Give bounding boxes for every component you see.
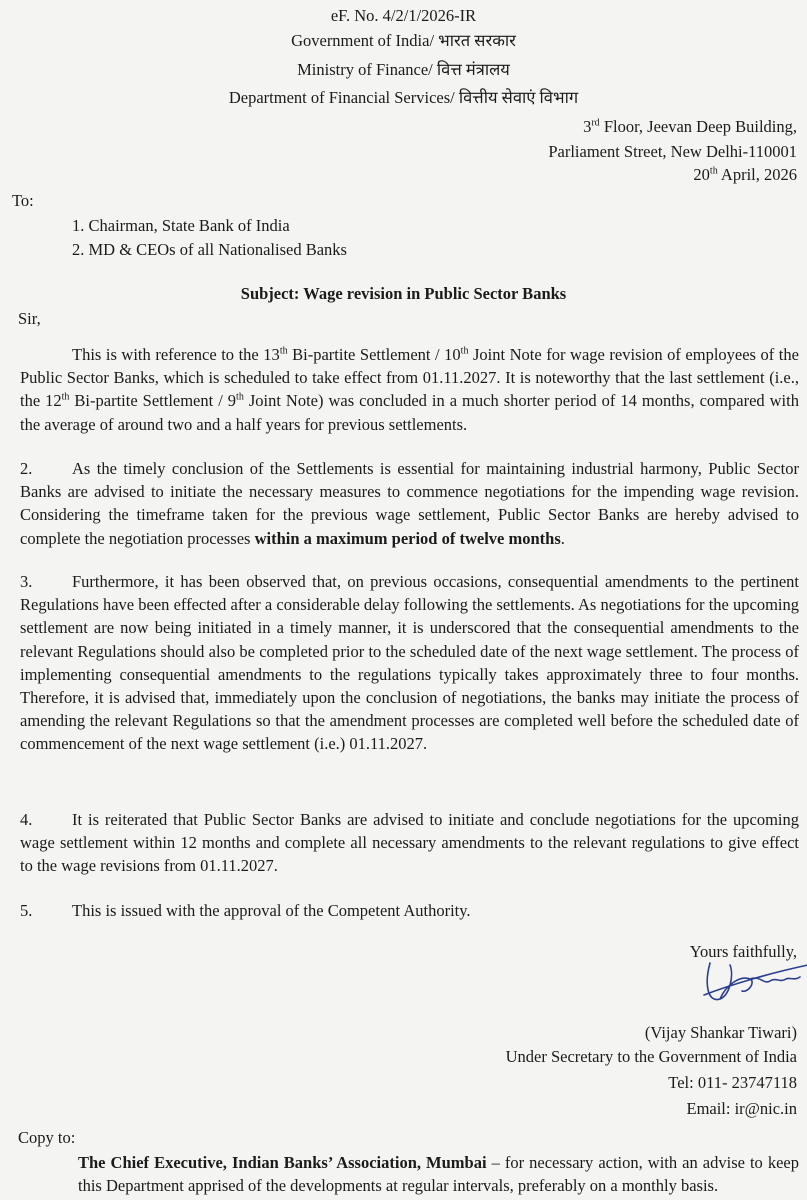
- paragraph-4: 4. It is reiterated that Public Sector Banks are advised to initiate and conclude negotiations for the upcoming wage settlement within 12 months and complete all necessary amendments to the relevant regulations to give effect to the wage revisions from 01.11.2027.: [20, 810, 799, 876]
- recipient-2: 2. MD & CEOs of all Nationalised Banks: [72, 240, 347, 259]
- address-line-1: 3rd Floor, Jeevan Deep Building,: [583, 117, 797, 136]
- copy-to-text: The Chief Executive, Indian Banks’ Association, Mumbai – for necessary action, with an advise to keep this Department apprised of the developments at regular intervals, preferably on a monthly basis.: [78, 1153, 799, 1196]
- ministry-line: Ministry of Finance/ वित्त मंत्रालय: [297, 60, 510, 79]
- paragraph-2: 2. As the timely conclusion of the Settlements is essential for maintaining industrial harmony, Public Sector Banks are advised to initiate the necessary measures to commence negotiations for the impending wage revision. Considering the timeframe taken for the previous wage settlement, Public Sector Banks are hereby advised to complete the negotiation processes within a maximum period of twelve months.: [20, 459, 799, 548]
- copy-to-label: Copy to:: [18, 1128, 76, 1147]
- paragraph-1: This is with reference to the 13th Bi-partite Settlement / 10th Joint Note for wage revision of employees of the Public Sector Banks, which is scheduled to take effect from 01.11.2027. It is noteworthy that the last settlement (i.e., the 12th Bi-partite Settlement / 9th Joint Note) was concluded in a much shorter period of 14 months, compared with the average of around two and a half years for previous settlements.: [20, 345, 799, 434]
- subject-line: Subject: Wage revision in Public Sector Banks: [240, 284, 567, 303]
- signatory-designation: Under Secretary to the Government of India: [505, 1047, 797, 1066]
- paragraph-5: 5. This is issued with the approval of the Competent Authority.: [20, 901, 471, 920]
- salutation: Sir,: [18, 309, 41, 328]
- signatory-email: Email: ir@nic.in: [686, 1099, 797, 1118]
- paragraph-3: 3. Furthermore, it has been observed that, on previous occasions, consequential amendments to the pertinent Regulations have been effected after a considerable delay following the settlements. As negotiations for the upcoming settlement are now being initiated in a timely manner, it is underscored that the consequential amendments to the relevant Regulations should also be completed prior to the scheduled date of the next wage settlement. The process of implementing consequential amendments to the regulations typically takes approximately three to four months. Therefore, it is advised that, immediately upon the conclusion of negotiations, the banks may initiate the process of amending the relevant Regulations so that the amendment processes are completed well before the scheduled date of commencement of the next wage settlement (i.e.) 01.11.2027.: [20, 572, 799, 754]
- letter-date: 20th April, 2026: [693, 165, 797, 184]
- government-line: Government of India/ भारत सरकार: [291, 31, 516, 50]
- address-line-2: Parliament Street, New Delhi-110001: [548, 142, 797, 161]
- signatory-telephone: Tel: 011- 23747118: [668, 1073, 797, 1092]
- signatory-name: (Vijay Shankar Tiwari): [644, 1023, 797, 1042]
- yours-faithfully: Yours faithfully,: [689, 942, 797, 961]
- to-label: To:: [12, 191, 34, 210]
- department-line: Department of Financial Services/ वित्तीय सेवाएं विभाग: [228, 88, 579, 107]
- file-number: eF. No. 4/2/1/2026-IR: [330, 6, 477, 25]
- signature-icon: [690, 955, 807, 1010]
- recipient-1: 1. Chairman, State Bank of India: [72, 216, 290, 235]
